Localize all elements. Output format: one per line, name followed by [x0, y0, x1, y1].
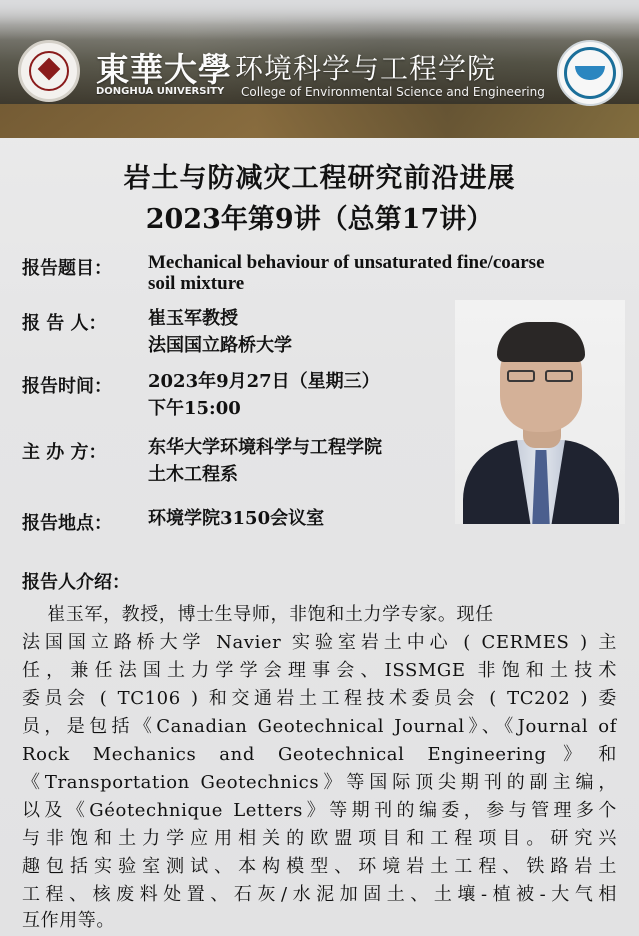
- speaker-name: 崔玉军教授: [148, 308, 238, 329]
- university-name-cn: 東華大學: [96, 50, 232, 89]
- banner-ground: [0, 104, 639, 138]
- bio-line: 崔玉军，教授，博士生导师，非饱和土力学专家。现任: [22, 604, 494, 625]
- speaker-label: 报 告 人：: [22, 313, 107, 334]
- bio-line: Rock Mechanics and Geotechnical Engineering》和: [22, 744, 617, 765]
- speaker-photo: [455, 300, 625, 524]
- series-title: 岩土与防减灾工程研究前沿进展: [123, 163, 516, 194]
- college-name-cn: 环境科学与工程学院: [235, 52, 497, 85]
- bio-line: 与非饱和土力学应用相关的欧盟项目和工程项目。研究兴: [22, 828, 617, 849]
- host-line-2: 土木工程系: [148, 464, 238, 485]
- bio-line: 委员会 ( TC106 ) 和交通岩土工程技术委员会 ( TC202 ) 委: [22, 688, 617, 709]
- topic-line-1: Mechanical behaviour of unsaturated fine/coarse: [148, 252, 545, 273]
- lecture-number: 2023年第9讲（总第17讲）: [145, 204, 494, 235]
- time-date: 2023年9月27日（星期三）: [148, 371, 380, 392]
- university-logo-icon: [18, 40, 80, 102]
- topic-label: 报告题目：: [22, 258, 112, 279]
- bio-line: 法国国立路桥大学 Navier 实验室岩土中心 ( CERMES ) 主: [22, 632, 617, 653]
- venue: 环境学院3150会议室: [148, 508, 325, 529]
- university-name-en: DONGHUA UNIVERSITY: [96, 86, 225, 97]
- speaker-affiliation: 法国国立路桥大学: [148, 335, 292, 356]
- bio-line: 员，是包括《Canadian Geotechnical Journal》、《Journal of: [22, 716, 617, 737]
- topic-line-2: soil mixture: [148, 273, 245, 294]
- venue-label: 报告地点：: [22, 513, 112, 534]
- college-name-en: College of Environmental Science and Engineering: [241, 85, 545, 99]
- bio-line: 工程、核废料处置、石灰/水泥加固土、土壤-植被-大气相: [22, 884, 617, 905]
- college-logo-icon: [557, 40, 623, 106]
- header-banner: [0, 0, 639, 138]
- bio-heading: 报告人介绍：: [22, 572, 130, 593]
- bio-line: 任，兼任法国土力学学会理事会、ISSMGE 非饱和土技术: [22, 660, 617, 681]
- host-label: 主 办 方：: [22, 442, 107, 463]
- host-line-1: 东华大学环境科学与工程学院: [148, 437, 382, 458]
- time-label: 报告时间：: [22, 376, 112, 397]
- bio-line: 互作用等。: [22, 910, 115, 931]
- time-hour: 下午15:00: [148, 398, 241, 419]
- bio-line: 《Transportation Geotechnics》等国际顶尖期刊的副主编，: [22, 772, 617, 793]
- banner-sky: [0, 0, 639, 40]
- bio-line: 趣包括实验室测试、本构模型、环境岩土工程、铁路岩土: [22, 856, 617, 877]
- bio-line: 以及《Géotechnique Letters》等期刊的编委，参与管理多个: [22, 800, 617, 821]
